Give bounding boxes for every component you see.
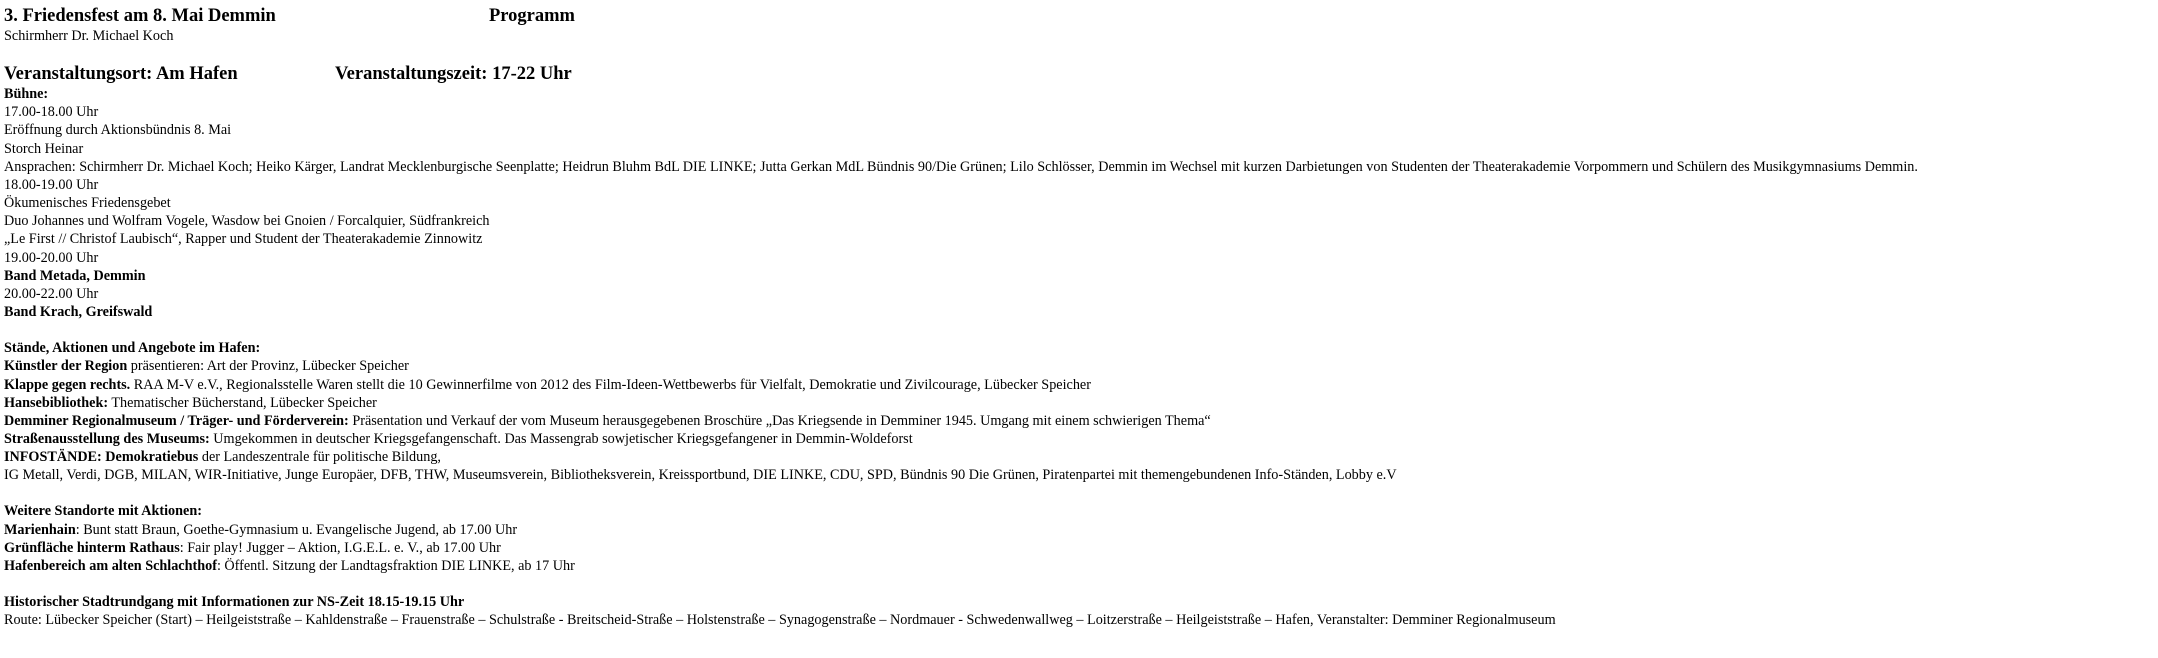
patron-line: Schirmherr Dr. Michael Koch (4, 28, 174, 44)
stage-line: 19.00-20.00 Uhr (4, 249, 99, 266)
spacer (4, 575, 2154, 593)
spacer (4, 484, 2154, 502)
location-label: Grünfläche hinterm Rathaus (4, 539, 180, 556)
tour-heading: Historischer Stadtrundgang mit Informationen zur NS-Zeit 18.15-19.15 Uhr (4, 594, 465, 611)
spacer (4, 321, 2154, 339)
location-label: Hafenbereich am alten Schlachthof (4, 557, 217, 574)
stands-heading: Stände, Aktionen und Angebote im Hafen: (4, 340, 261, 357)
stand-item (4, 412, 2154, 430)
stage-line: „Le First // Christof Laubisch“, Rapper und Student der Theaterakademie Zinnowitz (4, 231, 483, 248)
tour-route: Route: Lübecker Speicher (Start) – Heilgeiststraße – Kahldenstraße – Frauenstraße – Schulstraße - Breitscheid-Straße – Holstenstraße – Synagogenstraße – Nordmauer - Schwedenwallweg – Loitzerstraße – Heilgeiststraße – Hafen, Veranstalter: Demminer Regionalmuseum (4, 612, 1556, 629)
stand-item (4, 430, 2154, 448)
stand-label: Künstler der Region (4, 358, 128, 375)
header-row (4, 5, 2154, 27)
stand-item (4, 376, 2154, 394)
stand-text: RAA M-V e.V., Regionalsstelle Waren stellt die 10 Gewinnerfilme von 2012 des Film-Ideen-Wettbewerbs für Vielfalt, Demokratie und Zivilcourage, Lübecker Speicher (130, 376, 1091, 393)
stage-line: 17.00-18.00 Uhr (4, 104, 99, 121)
stand-orgs: IG Metall, Verdi, DGB, MILAN, WIR-Initiative, Junge Europäer, DFB, THW, Museumsverein, Bibliotheksverein, Kreissportbund, DIE LINKE, CDU, SPD, Bündnis 90 Die Grünen, Piratenpartei mit themengebundenen Info-Ständen, Lobby e.V (4, 467, 1397, 484)
stage-line: Eröffnung durch Aktionsbündnis 8. Mai (4, 122, 232, 139)
stand-text: Thematischer Bücherstand, Lübecker Speicher (108, 394, 377, 411)
stand-label: Straßenausstellung des Museums: (4, 430, 210, 447)
location-label: Marienhain (4, 521, 76, 538)
stand-label: Demminer Regionalmuseum / Träger- und Förderverein: (4, 412, 349, 429)
stage-line: Duo Johannes und Wolfram Vogele, Wasdow bei Gnoien / Forcalquier, Südfrankreich (4, 213, 490, 230)
document (4, 5, 2154, 629)
venue-place: Veranstaltungsort: Am Hafen (4, 64, 238, 85)
stand-item (4, 394, 2154, 412)
stand-label: Klappe gegen rechts. (4, 376, 131, 393)
location-item (4, 557, 2154, 575)
venue-row (4, 63, 2154, 85)
stand-item (4, 357, 2154, 375)
stand-text: Umgekommen in deutscher Kriegsgefangenschaft. Das Massengrab sowjetischer Kriegsgefangener in Demmin-Woldeforst (209, 430, 913, 447)
stage-line: 20.00-22.00 Uhr (4, 285, 99, 302)
stand-item (4, 448, 2154, 466)
stage-heading: Bühne: (4, 86, 49, 103)
stage-band: Band Krach, Greifswald (4, 304, 153, 321)
stage-line: 18.00-19.00 Uhr (4, 176, 99, 193)
program-heading: Programm (489, 6, 575, 26)
location-text: : Fair play! Jugger – Aktion, I.G.E.L. e. V., ab 17.00 Uhr (179, 539, 501, 556)
page-title: 3. Friedensfest am 8. Mai Demmin (4, 6, 276, 26)
location-item (4, 539, 2154, 557)
location-text: : Öffentl. Sitzung der Landtagsfraktion DIE LINKE, ab 17 Uhr (216, 557, 575, 574)
venue-time: Veranstaltungszeit: 17-22 Uhr (335, 64, 572, 85)
location-item (4, 521, 2154, 539)
spacer (4, 45, 2154, 63)
stage-band: Band Metada, Demmin (4, 267, 146, 284)
stage-line: Storch Heinar (4, 140, 84, 157)
stage-line: Ökumenisches Friedensgebet (4, 195, 171, 212)
location-text: : Bunt statt Braun, Goethe-Gymnasium u. Evangelische Jugend, ab 17.00 Uhr (75, 521, 518, 538)
stand-text: Präsentation und Verkauf der vom Museum herausgegebenen Broschüre „Das Kriegsende in Demminer 1945. Umgang mit einem schwierigen Thema“ (348, 412, 1211, 429)
stage-line: Ansprachen: Schirmherr Dr. Michael Koch; Heiko Kärger, Landrat Mecklenburgische Seenplatte; Heidrun Bluhm BdL DIE LINKE; Jutta Gerkan MdL Bündnis 90/Die Grünen; Lilo Schlösser, Demmin im Wechsel mit kurzen Darbietungen von Studenten der Theaterakademie Vorpommern und Schülern des Musikgymnasiums Demmin. (4, 158, 1918, 175)
stand-text: präsentieren: Art der Provinz, Lübecker Speicher (127, 358, 409, 375)
stand-label: INFOSTÄNDE: Demokratiebus (4, 449, 199, 466)
stand-label: Hansebibliothek: (4, 394, 109, 411)
more-heading: Weitere Standorte mit Aktionen: (4, 503, 202, 520)
stand-text: der Landeszentrale für politische Bildung, (198, 449, 441, 466)
